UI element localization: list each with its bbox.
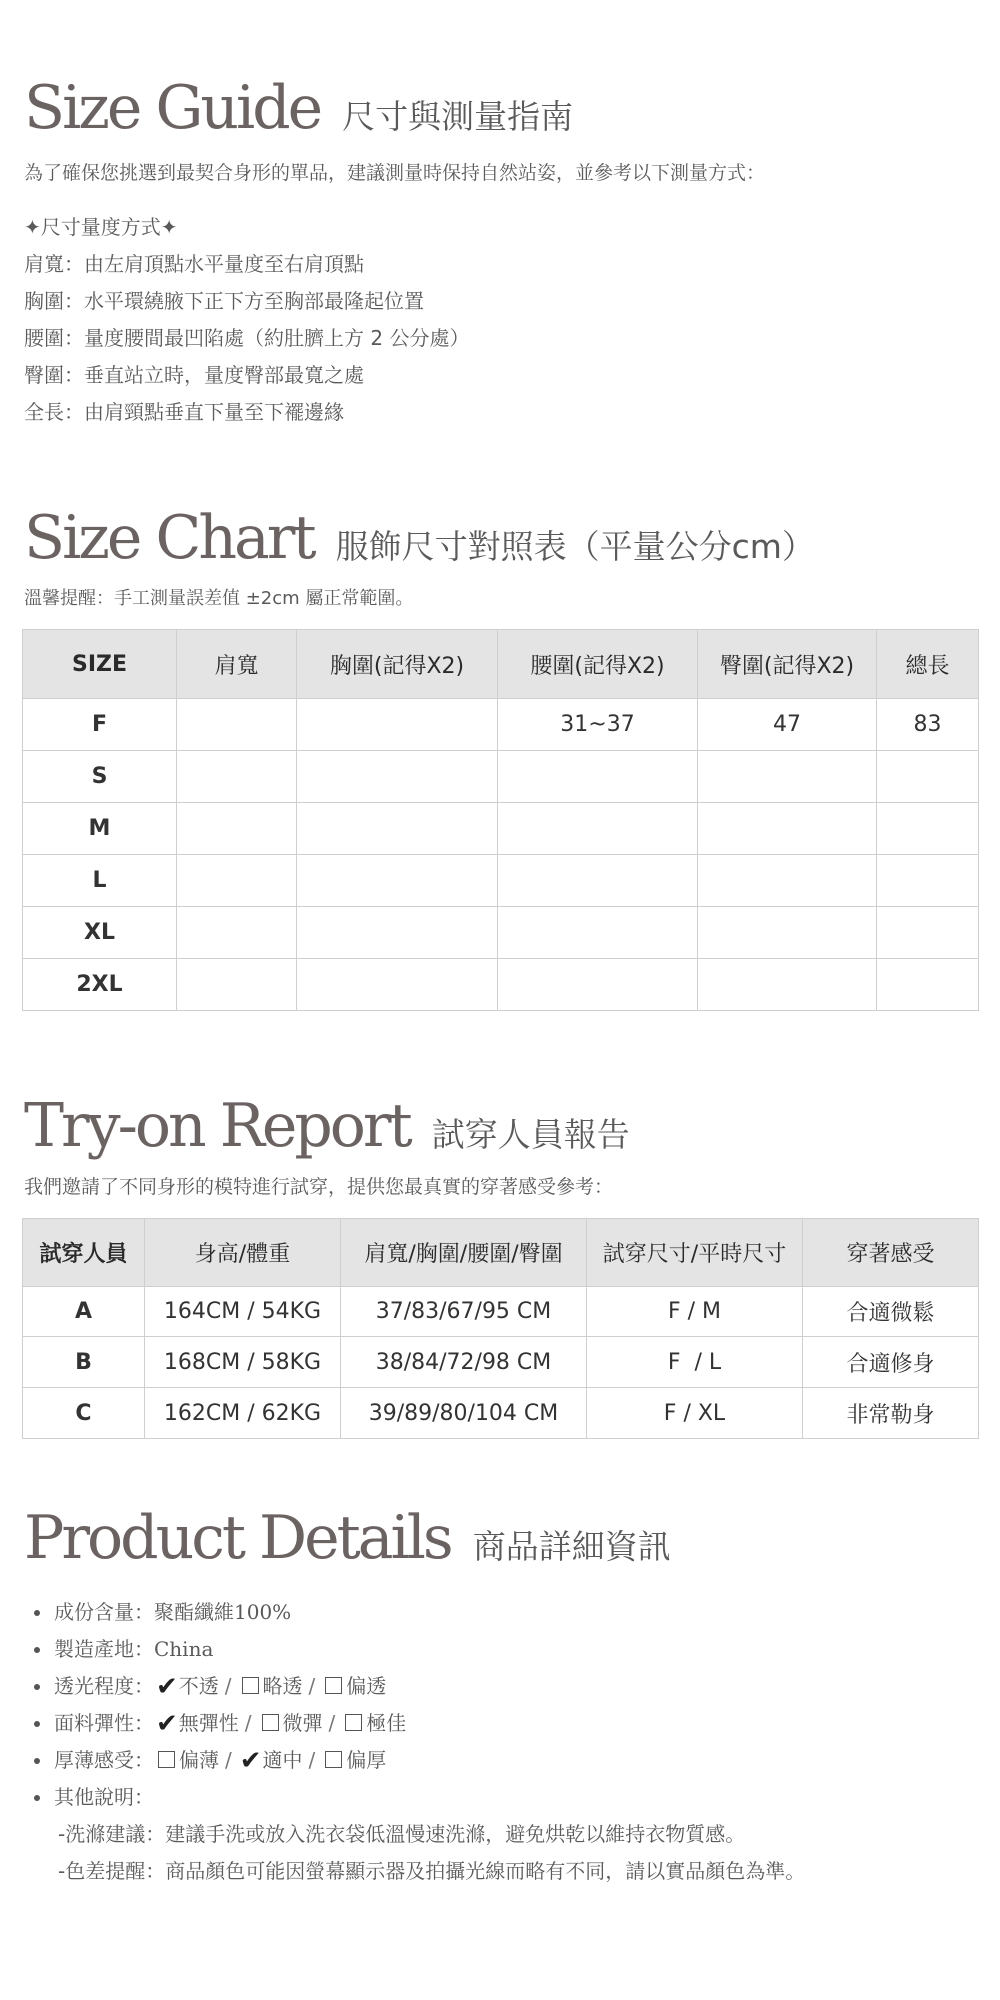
tryon-section (24, 1091, 980, 1199)
table-row (23, 907, 979, 959)
table-cell: 37/83/67/95 CM (341, 1287, 587, 1337)
separator: / (308, 1674, 316, 1698)
detail-label: 透光程度： (54, 1674, 154, 1698)
tryon-title-zh: 試穿人員報告 (431, 1115, 630, 1154)
size-label: M (23, 803, 177, 855)
separator: / (224, 1674, 232, 1698)
table-row (23, 1287, 979, 1337)
measurement-list (24, 209, 980, 431)
table-cell (297, 855, 498, 907)
size-chart-title-zh: 服飾尺寸對照表（平量公分cm） (335, 527, 815, 566)
size-chart-table (22, 629, 979, 1011)
measurement-length: 全長：由肩頸點垂直下量至下襬邊緣 (24, 400, 344, 424)
size-label: F (23, 699, 177, 751)
table-cell (698, 907, 877, 959)
size-chart-header: 臀圍(記得X2) (698, 630, 877, 699)
size-label: XL (23, 907, 177, 959)
size-guide-heading (24, 73, 980, 143)
product-details-list (24, 1594, 980, 1890)
option-label: 不透 (178, 1674, 219, 1698)
tryon-header: 試穿尺寸/平時尺寸 (587, 1219, 803, 1287)
checkbox-empty-icon (158, 1751, 175, 1768)
list-item (24, 1705, 980, 1742)
table-cell (177, 907, 297, 959)
table-cell (698, 959, 877, 1011)
checkbox-empty-icon (325, 1751, 342, 1768)
color-note: -色差提醒：商品顏色可能因螢幕顯示器及拍攝光線而略有不同，請以實品顏色為準。 (58, 1859, 806, 1883)
tryon-heading (24, 1091, 980, 1161)
table-cell (877, 855, 979, 907)
table-cell (177, 959, 297, 1011)
table-cell: 162CM / 62KG (145, 1388, 341, 1439)
option-label: 略透 (262, 1674, 303, 1698)
origin-value: China (154, 1637, 214, 1661)
checkmark-icon: ✔ (239, 1746, 262, 1776)
table-cell (297, 907, 498, 959)
table-cell (177, 803, 297, 855)
separator: / (328, 1711, 336, 1735)
table-row (23, 855, 979, 907)
table-cell (177, 855, 297, 907)
table-cell: 39/89/80/104 CM (341, 1388, 587, 1439)
size-guide-intro: 為了確保您挑選到最契合身形的單品，建議測量時保持自然站姿，並參考以下測量方式： (24, 162, 766, 184)
size-chart-header: SIZE (23, 630, 177, 699)
option-label: 無彈性 (178, 1711, 239, 1735)
checkmark-icon: ✔ (156, 1709, 178, 1739)
list-item (24, 1779, 980, 1816)
table-cell (177, 699, 297, 751)
table-cell: 164CM / 54KG (145, 1287, 341, 1337)
size-label: S (23, 751, 177, 803)
table-cell (297, 751, 498, 803)
size-chart-header: 胸圍(記得X2) (297, 630, 498, 699)
size-label: L (23, 855, 177, 907)
tryon-header: 穿著感受 (803, 1219, 979, 1287)
size-label: 2XL (23, 959, 177, 1011)
list-item (24, 1631, 980, 1668)
table-cell (498, 907, 698, 959)
table-cell: F / L (587, 1337, 803, 1388)
tryon-title-en: Try-on Report (24, 1091, 410, 1161)
table-cell (297, 803, 498, 855)
size-chart-header-row (23, 630, 979, 699)
product-details-heading (24, 1503, 980, 1573)
table-cell (877, 751, 979, 803)
tryon-header-row (23, 1219, 979, 1287)
table-cell (698, 803, 877, 855)
table-cell: 83 (877, 699, 979, 751)
option-label: 偏透 (346, 1674, 387, 1698)
separator: / (244, 1711, 252, 1735)
table-cell (498, 803, 698, 855)
product-details-section (24, 1503, 980, 1890)
checkmark-icon: ✔ (156, 1672, 178, 1702)
table-row (23, 699, 979, 751)
table-row (23, 1337, 979, 1388)
option-label: 偏厚 (346, 1748, 387, 1772)
size-chart-header: 總長 (877, 630, 979, 699)
table-row (23, 1388, 979, 1439)
measurement-hip: 臀圍：垂直站立時，量度臀部最寬之處 (24, 363, 364, 387)
model-label: B (23, 1337, 145, 1388)
tryon-intro: 我們邀請了不同身形的模特進行試穿，提供您最真實的穿著感受參考： (24, 1176, 614, 1198)
separator: / (225, 1748, 232, 1772)
table-row (23, 803, 979, 855)
tryon-header: 肩寬/胸圍/腰圍/臀圍 (341, 1219, 587, 1287)
table-cell (498, 855, 698, 907)
table-cell: 168CM / 58KG (145, 1337, 341, 1388)
table-cell (498, 959, 698, 1011)
list-item (24, 1594, 980, 1631)
wash-note: -洗滌建議：建議手洗或放入洗衣袋低溫慢速洗滌，避免烘乾以維持衣物質感。 (58, 1822, 746, 1846)
option-label: 微彈 (282, 1711, 323, 1735)
table-cell (177, 751, 297, 803)
table-cell: 31~37 (498, 699, 698, 751)
table-cell (297, 699, 498, 751)
table-cell: F / M (587, 1287, 803, 1337)
list-item (24, 1742, 980, 1779)
table-cell: 合適微鬆 (803, 1287, 979, 1337)
detail-label: 製造產地： (54, 1637, 154, 1661)
option-label: 適中 (262, 1748, 303, 1772)
table-cell: 47 (698, 699, 877, 751)
table-cell (877, 959, 979, 1011)
table-cell: F / XL (587, 1388, 803, 1439)
checkbox-empty-icon (262, 1714, 279, 1731)
option-label: 極佳 (366, 1711, 407, 1735)
measurement-header: ✦尺寸量度方式✦ (24, 215, 178, 239)
option-label: 偏薄 (179, 1748, 219, 1772)
list-item (24, 1668, 980, 1705)
tryon-header: 身高/體重 (145, 1219, 341, 1287)
measurement-waist: 腰圍：量度腰間最凹陷處（約肚臍上方 2 公分處） (24, 326, 470, 350)
size-chart-header: 肩寬 (177, 630, 297, 699)
detail-label: 其他說明： (54, 1785, 154, 1809)
product-details-title-en: Product Details (24, 1503, 451, 1573)
size-guide-title-zh: 尺寸與測量指南 (342, 97, 574, 136)
checkbox-empty-icon (325, 1677, 342, 1694)
table-cell: 非常勒身 (803, 1388, 979, 1439)
table-cell (297, 959, 498, 1011)
table-cell: 38/84/72/98 CM (341, 1337, 587, 1388)
detail-label: 成份含量： (54, 1600, 154, 1624)
table-cell (877, 907, 979, 959)
model-label: A (23, 1287, 145, 1337)
size-chart-note: 溫馨提醒：手工測量誤差值 ±2cm 屬正常範圍。 (24, 588, 414, 609)
size-chart-title-en: Size Chart (24, 503, 314, 573)
size-guide-title-en: Size Guide (24, 73, 321, 143)
checkbox-empty-icon (345, 1714, 362, 1731)
detail-label: 厚薄感受： (54, 1748, 154, 1772)
table-cell (698, 855, 877, 907)
measurement-chest: 胸圍：水平環繞腋下正下方至胸部最隆起位置 (24, 289, 424, 313)
tryon-header: 試穿人員 (23, 1219, 145, 1287)
size-chart-header: 腰圍(記得X2) (498, 630, 698, 699)
table-row (23, 751, 979, 803)
product-details-title-zh: 商品詳細資訊 (472, 1527, 671, 1566)
size-guide-section (24, 73, 980, 431)
material-value: 聚酯纖維100% (154, 1600, 292, 1624)
size-chart-section (24, 503, 980, 610)
table-row (23, 959, 979, 1011)
separator: / (308, 1748, 316, 1772)
detail-label: 面料彈性： (54, 1711, 154, 1735)
table-cell (877, 803, 979, 855)
model-label: C (23, 1388, 145, 1439)
checkbox-empty-icon (242, 1677, 259, 1694)
measurement-shoulder: 肩寬：由左肩頂點水平量度至右肩頂點 (24, 252, 364, 276)
table-cell (698, 751, 877, 803)
table-cell: 合適修身 (803, 1337, 979, 1388)
table-cell (498, 751, 698, 803)
size-chart-heading (24, 503, 980, 573)
tryon-table (22, 1218, 979, 1439)
